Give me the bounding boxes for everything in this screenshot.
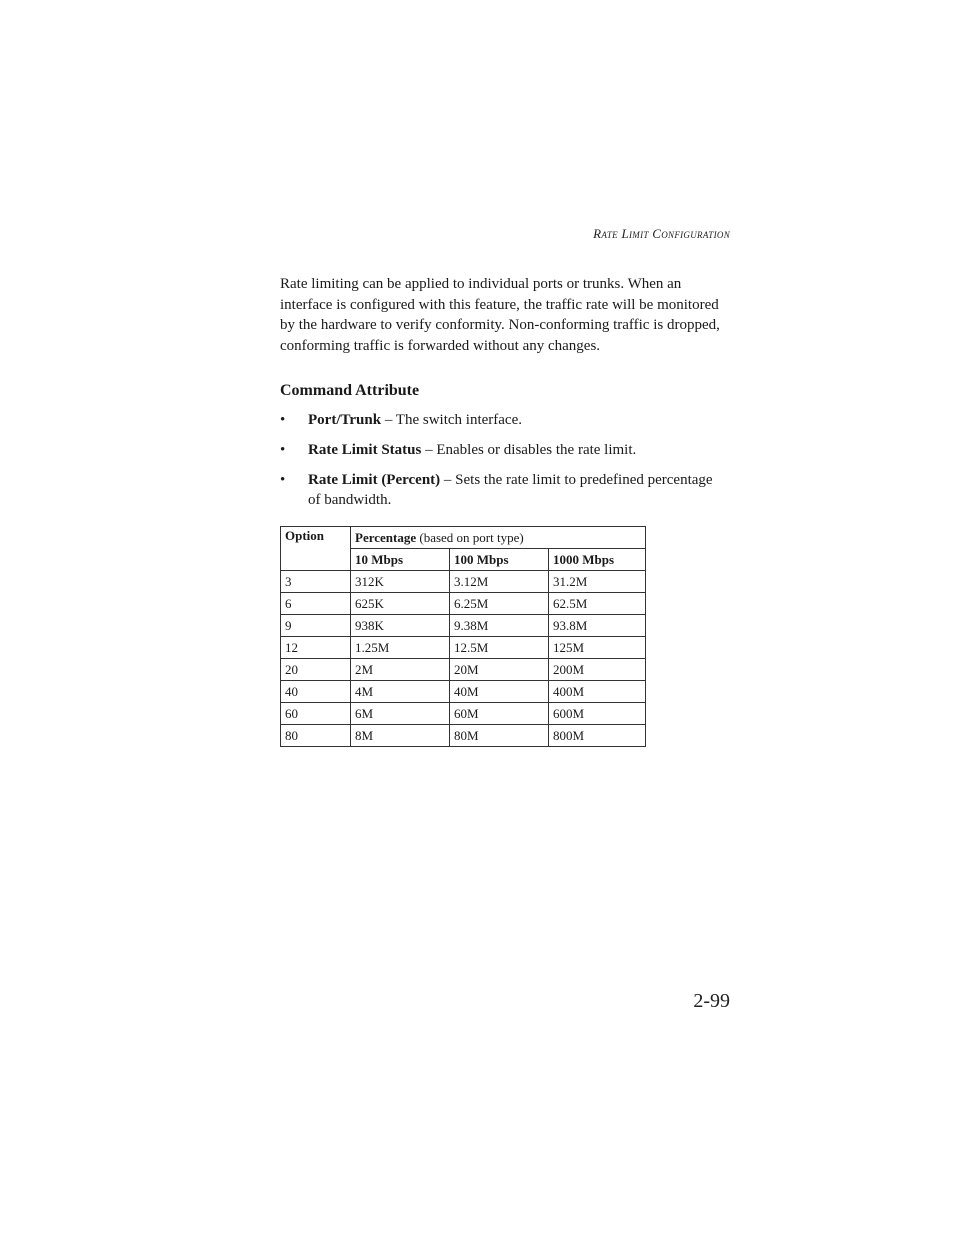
attribute-description: – Sets the rate limit to predefined percentage of bandwidth. <box>308 472 713 509</box>
table-cell: 40M <box>450 681 549 703</box>
attribute-term: Port/Trunk <box>308 412 382 429</box>
percentage-header-note: (based on port type) <box>416 529 524 545</box>
table-header-row <box>281 527 646 549</box>
table-cell: 625K <box>351 593 450 615</box>
table-cell: 62.5M <box>549 593 646 615</box>
running-header: Rate Limit Configuration <box>593 226 730 241</box>
bullet-icon: • <box>280 472 286 489</box>
subheader-100mbps: 100 Mbps <box>450 549 549 571</box>
table-cell: 125M <box>549 637 646 659</box>
section-heading: Command Attribute <box>280 382 420 400</box>
table-row <box>281 659 646 681</box>
table-row <box>281 615 646 637</box>
table-row <box>281 593 646 615</box>
page-content <box>280 274 740 747</box>
page-number: 2-99 <box>693 990 730 1012</box>
table-cell: 1.25M <box>351 637 450 659</box>
table-cell: 2M <box>351 659 450 681</box>
bullet-icon: • <box>280 442 286 459</box>
subheader-10mbps: 10 Mbps <box>351 549 450 571</box>
table-row <box>281 703 646 725</box>
percentage-header <box>351 527 646 549</box>
subheader-1000mbps: 1000 Mbps <box>549 549 646 571</box>
table-cell: 80 <box>281 725 351 747</box>
table-cell: 400M <box>549 681 646 703</box>
table-cell: 6M <box>351 703 450 725</box>
rate-limit-table <box>280 526 646 747</box>
table-cell: 312K <box>351 571 450 593</box>
attribute-description: – The switch interface. <box>381 412 522 429</box>
table-cell: 40 <box>281 681 351 703</box>
intro-paragraph: Rate limiting can be applied to individual ports or trunks. When an interface is configured with this feature, the traffic rate will be monitored by the hardware to verify conformity. Non-conforming traffic is dropped, conforming traffic is forwarded without any changes. <box>280 276 720 354</box>
list-item <box>280 410 728 430</box>
table-cell: 9 <box>281 615 351 637</box>
table-row <box>281 637 646 659</box>
table-cell: 8M <box>351 725 450 747</box>
table-cell: 20 <box>281 659 351 681</box>
table-cell: 12 <box>281 637 351 659</box>
table-cell: 6.25M <box>450 593 549 615</box>
table-cell: 93.8M <box>549 615 646 637</box>
list-item <box>280 440 728 460</box>
table-cell: 600M <box>549 703 646 725</box>
attribute-term: Rate Limit (Percent) <box>308 472 441 489</box>
table-cell: 31.2M <box>549 571 646 593</box>
table-row <box>281 571 646 593</box>
table-row <box>281 725 646 747</box>
table-cell: 3.12M <box>450 571 549 593</box>
table-cell: 4M <box>351 681 450 703</box>
attribute-description: – Enables or disables the rate limit. <box>421 442 637 459</box>
table-cell: 9.38M <box>450 615 549 637</box>
table-cell: 60 <box>281 703 351 725</box>
bullet-icon: • <box>280 412 286 429</box>
table-cell: 80M <box>450 725 549 747</box>
table-cell: 200M <box>549 659 646 681</box>
table-cell: 12.5M <box>450 637 549 659</box>
percentage-header-label: Percentage <box>355 529 417 545</box>
list-item <box>280 470 728 510</box>
table-cell: 6 <box>281 593 351 615</box>
table-cell: 938K <box>351 615 450 637</box>
table-cell: 800M <box>549 725 646 747</box>
option-header: Option <box>281 527 351 571</box>
table-row <box>281 681 646 703</box>
table-cell: 3 <box>281 571 351 593</box>
attribute-list <box>280 410 740 510</box>
table-cell: 60M <box>450 703 549 725</box>
attribute-term: Rate Limit Status <box>308 442 422 459</box>
table-cell: 20M <box>450 659 549 681</box>
